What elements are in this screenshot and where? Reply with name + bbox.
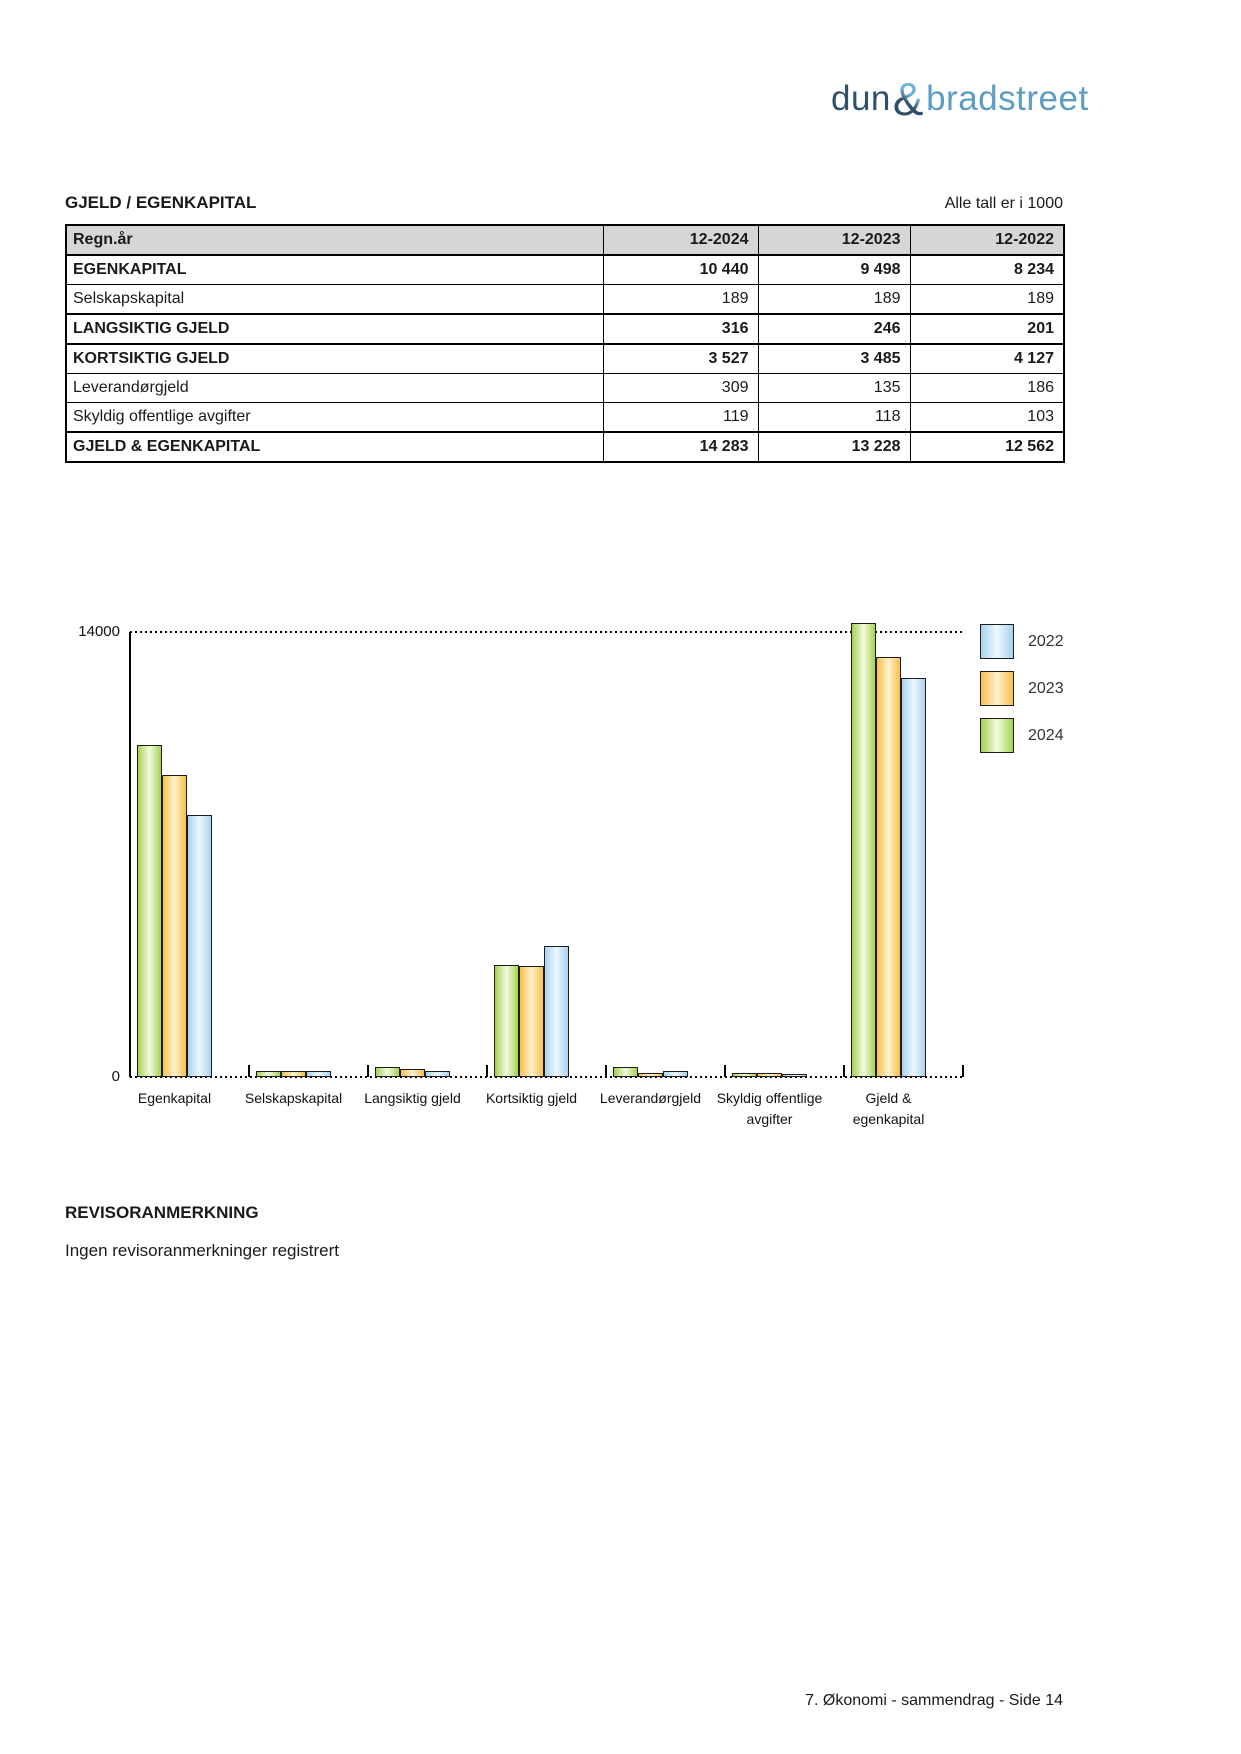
row-value: 103 <box>910 403 1064 433</box>
row-value: 3 485 <box>758 344 910 374</box>
y-tick-label: 14000 <box>78 623 120 640</box>
bar-2023-selskapskapital <box>281 1071 306 1077</box>
row-value: 316 <box>603 314 758 344</box>
row-value: 189 <box>603 285 758 315</box>
category-label: Kortsiktig gjeld <box>485 1090 578 1106</box>
row-label: GJELD & EGENKAPITAL <box>66 432 603 462</box>
financial-table-body <box>66 255 1064 462</box>
bar-2024-gjeld-egenkapital <box>851 623 876 1077</box>
financial-table <box>65 224 1065 463</box>
row-label: EGENKAPITAL <box>66 255 603 285</box>
row-value: 186 <box>910 374 1064 403</box>
table-header-col-2022: 12-2022 <box>910 225 1064 255</box>
table-header-label: Regn.år <box>66 225 603 255</box>
legend-swatch-2024 <box>980 718 1014 753</box>
logo-word-dun: dun <box>831 79 891 118</box>
gridline-14000 <box>130 631 963 633</box>
bar-2022-gjeld-egenkapital <box>901 678 926 1077</box>
row-label: Skyldig offentlige avgifter <box>66 403 603 433</box>
row-value: 9 498 <box>758 255 910 285</box>
bar-2024-selskapskapital <box>256 1071 281 1077</box>
row-label: KORTSIKTIG GJELD <box>66 344 603 374</box>
bar-2022-skyldig-offentlige-avgifter <box>782 1074 807 1077</box>
section-title: GJELD / EGENKAPITAL <box>65 193 257 212</box>
row-value: 201 <box>910 314 1064 344</box>
bar-2022-selskapskapital <box>306 1071 331 1077</box>
category-label: Gjeld & egenkapital <box>852 1090 925 1127</box>
category-label: Selskapskapital <box>244 1090 343 1106</box>
table-header-col-2023: 12-2023 <box>758 225 910 255</box>
bar-2022-langsiktig-gjeld <box>425 1071 450 1077</box>
category-label: Skyldig offentlige avgifter <box>716 1090 823 1127</box>
legend-swatch-2022 <box>980 624 1014 659</box>
category-label: Leverandørgjeld <box>599 1090 702 1106</box>
legend-swatch-2023 <box>980 671 1014 706</box>
revisor-heading: REVISORANMERKNING <box>65 1203 259 1222</box>
bar-2023-skyldig-offentlige-avgifter <box>757 1073 782 1077</box>
row-label: Leverandørgjeld <box>66 374 603 403</box>
unit-note: Alle tall er i 1000 <box>944 195 1063 212</box>
row-value: 8 234 <box>910 255 1064 285</box>
table-row <box>66 374 1064 403</box>
row-value: 189 <box>910 285 1064 315</box>
bar-2024-langsiktig-gjeld <box>375 1067 400 1077</box>
bar-2022-egenkapital <box>187 815 212 1077</box>
table-row <box>66 314 1064 344</box>
table-row <box>66 285 1064 315</box>
legend-label-2022: 2022 <box>1028 633 1064 650</box>
table-header-row <box>66 225 1064 255</box>
row-value: 118 <box>758 403 910 433</box>
row-value: 309 <box>603 374 758 403</box>
revisor-note: Ingen revisoranmerkninger registrert <box>65 1241 340 1260</box>
table-row <box>66 403 1064 433</box>
dnb-logo <box>831 72 1089 126</box>
logo-ampersand-icon: & <box>892 73 925 125</box>
row-value: 135 <box>758 374 910 403</box>
table-row <box>66 432 1064 462</box>
table-header-col-2024: 12-2024 <box>603 225 758 255</box>
row-value: 246 <box>758 314 910 344</box>
bar-2024-kortsiktig-gjeld <box>494 965 519 1077</box>
bar-2023-gjeld-egenkapital <box>876 657 901 1077</box>
row-value: 119 <box>603 403 758 433</box>
bar-chart <box>0 560 1241 1160</box>
row-label: Selskapskapital <box>66 285 603 315</box>
bar-2023-egenkapital <box>162 775 187 1077</box>
row-value: 12 562 <box>910 432 1064 462</box>
bar-2022-leverand-rgjeld <box>663 1071 688 1077</box>
table-row <box>66 255 1064 285</box>
row-value: 3 527 <box>603 344 758 374</box>
bar-2023-langsiktig-gjeld <box>400 1069 425 1077</box>
row-value: 14 283 <box>603 432 758 462</box>
row-value: 10 440 <box>603 255 758 285</box>
bar-2022-kortsiktig-gjeld <box>544 946 569 1077</box>
section-header <box>65 193 1063 213</box>
bar-2023-kortsiktig-gjeld <box>519 966 544 1077</box>
category-label: Egenkapital <box>137 1090 212 1106</box>
legend-label-2024: 2024 <box>1028 727 1064 744</box>
page-footer: 7. Økonomi - sammendrag - Side 14 <box>805 1692 1063 1709</box>
row-value: 189 <box>758 285 910 315</box>
row-label: LANGSIKTIG GJELD <box>66 314 603 344</box>
bar-2024-skyldig-offentlige-avgifter <box>732 1073 757 1077</box>
bar-2024-leverand-rgjeld <box>613 1067 638 1077</box>
legend-label-2023: 2023 <box>1028 680 1064 697</box>
row-value: 13 228 <box>758 432 910 462</box>
table-row <box>66 344 1064 374</box>
bar-2024-egenkapital <box>137 745 162 1077</box>
bar-2023-leverand-rgjeld <box>638 1073 663 1077</box>
y-axis <box>129 632 131 1077</box>
logo-word-bradstreet: bradstreet <box>926 79 1089 118</box>
row-value: 4 127 <box>910 344 1064 374</box>
y-tick-label: 0 <box>111 1068 120 1085</box>
category-label: Langsiktig gjeld <box>364 1090 461 1106</box>
